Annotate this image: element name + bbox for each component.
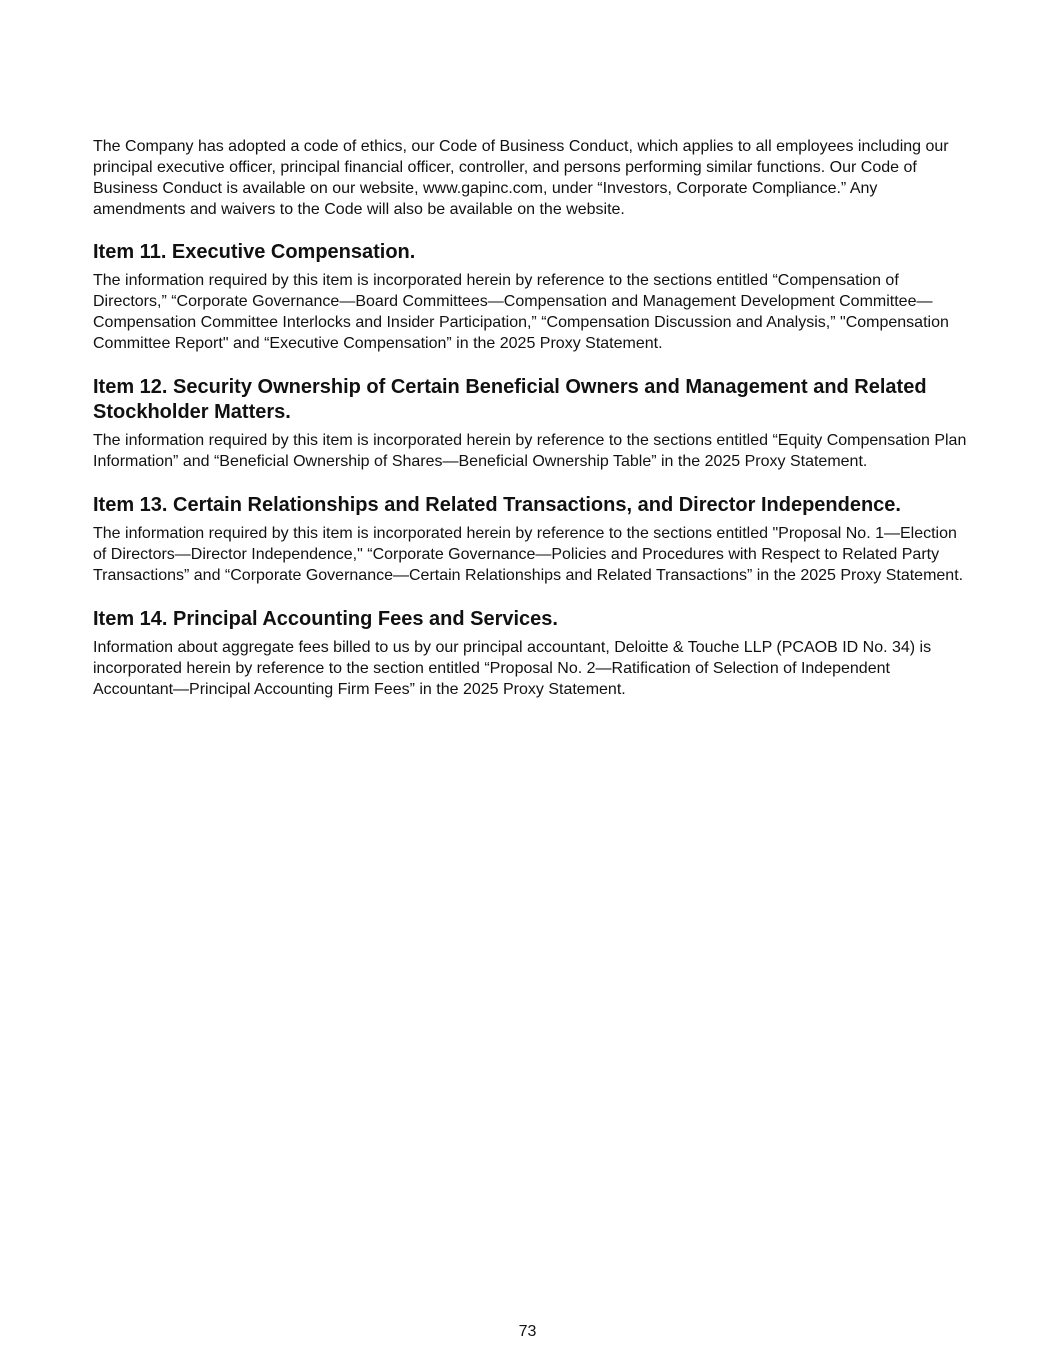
item-14-body: Information about aggregate fees billed to us by our principal accountant, Deloitte & Touche LLP (PCAOB ID No. 34) is incorporated herein by reference to the section entitled “Proposal No. 2—Ratification of Selection of Independent Accountant—Principal Accounting Firm Fees” in the 2025 Proxy Statement. — [93, 639, 932, 698]
item-12-heading: Item 12. Security Ownership of Certain Beneficial Owners and Management and Related Stockholder Matters. — [93, 376, 927, 423]
item-13-heading: Item 13. Certain Relationships and Related Transactions, and Director Independence. — [93, 494, 901, 516]
item-13-body: The information required by this item is incorporated herein by reference to the sections entitled "Proposal No. 1—Election of Directors—Director Independence," “Corporate Governance—Policies and Procedures with Respect to Related Party Transactions” and “Corporate Governance—Certain Relationships and Related Transactions” in the 2025 Proxy Statement. — [93, 525, 964, 584]
item-12-body: The information required by this item is incorporated herein by reference to the sections entitled “Equity Compensation Plan Information” and “Beneficial Ownership of Shares—Beneficial Ownership Table” in the 2025 Proxy Statement. — [93, 432, 967, 470]
page-number: 73 — [518, 1323, 537, 1340]
item-11-body: The information required by this item is incorporated herein by reference to the sections entitled “Compensation of Directors,” “Corporate Governance—Board Committees—Compensation and Management Development Committee—Compensation Committee Interlocks and Insider Participation,” “Compensation Discussion and Analysis,” "Compensation Committee Report" and “Executive Compensation” in the 2025 Proxy Statement. — [93, 272, 949, 352]
document-content — [93, 136, 973, 721]
item-13-section — [93, 493, 973, 586]
item-11-section — [93, 240, 973, 354]
item-14-section — [93, 607, 973, 700]
item-12-section — [93, 375, 973, 472]
item-11-heading: Item 11. Executive Compensation. — [93, 241, 416, 263]
code-of-ethics-paragraph: The Company has adopted a code of ethics, our Code of Business Conduct, which applies to all employees including our principal executive officer, principal financial officer, controller, and persons performing similar functions. Our Code of Business Conduct is available on our website, www.gapinc.com, under “Investors, Corporate Compliance.” Any amendments and waivers to the Code will also be available on the website. — [93, 138, 949, 218]
item-14-heading: Item 14. Principal Accounting Fees and Services. — [93, 608, 558, 630]
